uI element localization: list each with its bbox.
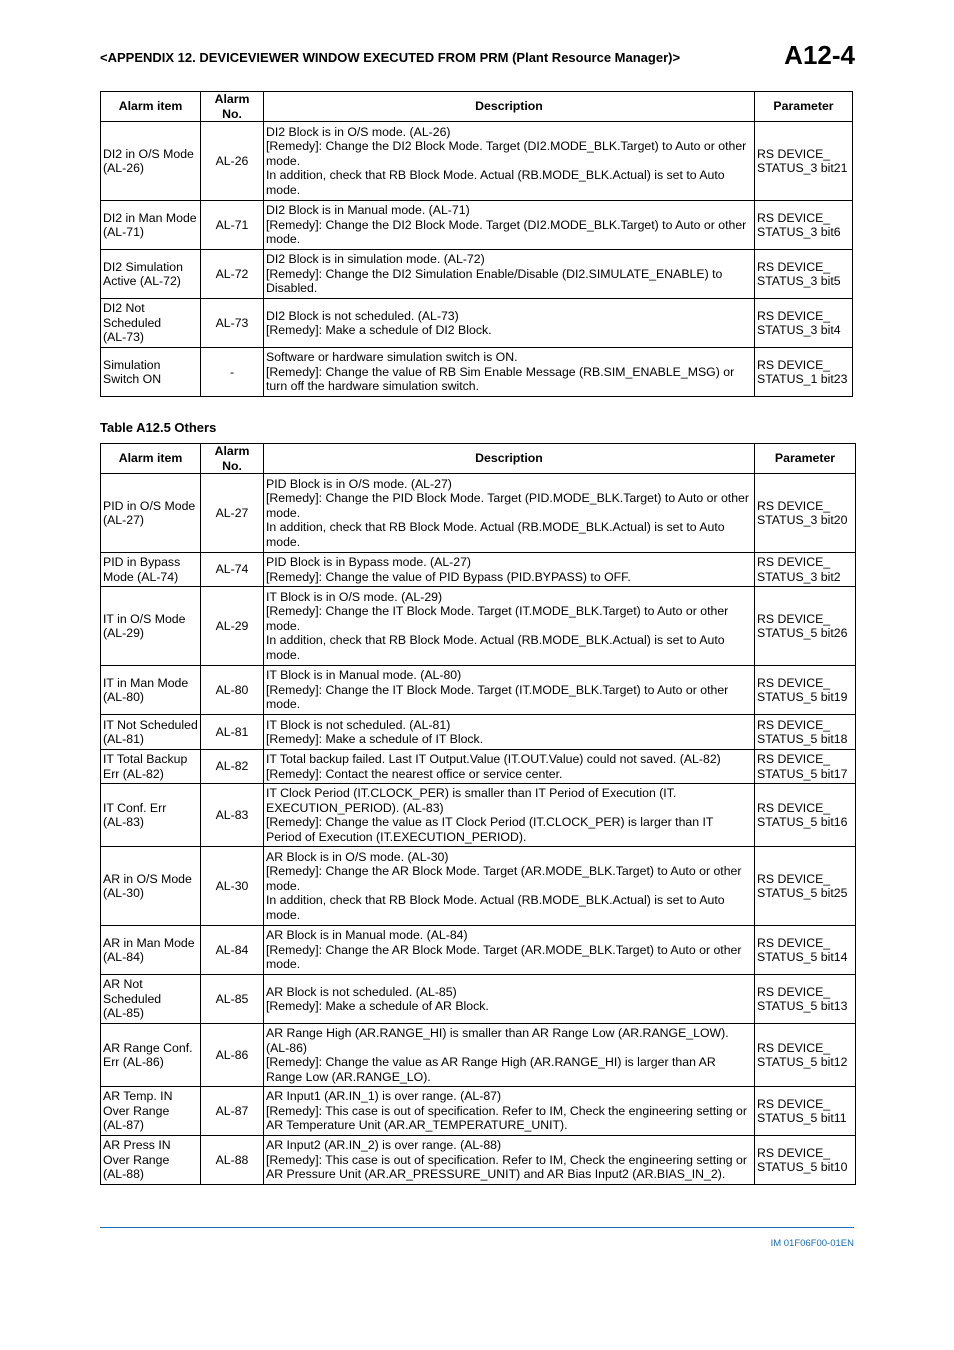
description-line: [Remedy]: Change the AR Block Mode. Target (AR.MODE_BLK.Target) to Auto or other mode.	[266, 942, 742, 972]
parameter-text: STATUS_5 bit14	[757, 950, 848, 964]
parameter-text: STATUS_3 bit5	[757, 274, 841, 288]
description-line: IT Block is in Manual mode. (AL-80)	[266, 668, 462, 683]
description-cell	[264, 1024, 755, 1087]
parameter-text: STATUS_5 bit10	[757, 1160, 848, 1174]
parameter-cell	[755, 666, 856, 715]
table-header-row	[101, 444, 856, 474]
alarm-number-cell: AL-72	[201, 250, 264, 299]
parameter-cell	[755, 250, 853, 299]
parameter-text: STATUS_3 bit2	[757, 569, 841, 584]
parameter-cell	[755, 715, 856, 750]
parameter-cell	[755, 784, 856, 847]
alarm-item-text: Scheduled	[103, 991, 162, 1006]
appendix-title: <APPENDIX 12. DEVICEVIEWER WINDOW EXECUTED FROM PRM (Plant Resource Manager)>	[100, 50, 681, 65]
table-row	[101, 1087, 856, 1136]
alarm-item-text: PID in Bypass	[103, 555, 181, 569]
alarm-item-text: (AL-84)	[103, 950, 145, 964]
description-cell	[264, 666, 755, 715]
table-row	[101, 975, 856, 1024]
description-line: [Remedy]: Change the value of RB Sim Enable Message (RB.SIM_ENABLE_MSG) or turn off the hardware simulation switch.	[266, 364, 735, 394]
description-line: [Remedy]: Contact the nearest office or service center.	[266, 766, 563, 781]
alarm-item-text: Active (AL-72)	[103, 274, 181, 288]
column-header-alarm-item: Alarm item	[101, 444, 201, 474]
parameter-text: RS DEVICE_	[757, 259, 831, 274]
alarm-item-text: Simulation	[103, 357, 161, 372]
description-line: [Remedy]: Make a schedule of AR Block.	[266, 999, 489, 1013]
alarm-number-cell: AL-82	[201, 750, 264, 784]
alarm-number-cell: AL-85	[201, 975, 264, 1024]
alarm-item-text: DI2 in Man Mode	[103, 210, 197, 225]
parameter-cell	[755, 1136, 856, 1185]
table-row	[101, 348, 853, 397]
column-header-description: Description	[264, 444, 755, 474]
alarm-item-cell	[101, 122, 201, 201]
description-line: [Remedy]: Change the AR Block Mode. Target (AR.MODE_BLK.Target) to Auto or other mode.	[266, 864, 742, 893]
alarm-item-text: AR Temp. IN	[103, 1089, 173, 1104]
alarm-item-cell	[101, 750, 201, 784]
parameter-text: STATUS_5 bit25	[757, 886, 848, 900]
table-row	[101, 666, 856, 715]
alarm-number-cell: AL-74	[201, 553, 264, 587]
parameter-cell	[755, 926, 856, 975]
parameter-text: STATUS_3 bit21	[757, 161, 848, 175]
table-row	[101, 847, 856, 926]
description-cell	[264, 750, 755, 784]
description-cell	[264, 926, 755, 975]
table-row	[101, 1136, 856, 1185]
alarm-item-text: (AL-88)	[103, 1167, 145, 1182]
parameter-text: STATUS_5 bit18	[757, 732, 848, 746]
description-cell	[264, 784, 755, 847]
description-cell	[264, 201, 755, 250]
description-line: [Remedy]: Make a schedule of DI2 Block.	[266, 323, 492, 337]
description-line: AR Block is in Manual mode. (AL-84)	[266, 928, 468, 943]
alarm-item-text: DI2 in O/S Mode	[103, 146, 194, 161]
alarm-item-cell	[101, 926, 201, 975]
alarm-item-text: IT Not Scheduled	[103, 717, 198, 732]
description-line: [Remedy]: This case is out of specification. Refer to IM, Check the engineering setting or AR Pressure Unit (AR.AR_PRESSURE_UNIT) and AR Bias Input2 (AR.BIAS_IN_2).	[266, 1152, 747, 1182]
alarm-item-text: AR in Man Mode	[103, 935, 195, 950]
alarm-item-text: AR in O/S Mode	[103, 871, 192, 886]
alarm-item-text: Over Range	[103, 1103, 170, 1118]
alarm-item-text: (AL-26)	[103, 161, 145, 175]
alarm-item-text: PID in O/S Mode	[103, 498, 196, 513]
description-line: [Remedy]: Change the IT Block Mode. Target (IT.MODE_BLK.Target) to Auto or other mode.	[266, 682, 729, 712]
alarm-number-cell: AL-71	[201, 201, 264, 250]
alarm-item-text: (AL-27)	[103, 513, 145, 527]
alarm-number-cell: AL-80	[201, 666, 264, 715]
parameter-text: RS DEVICE_	[757, 357, 831, 372]
parameter-text: RS DEVICE_	[757, 752, 831, 766]
description-cell	[264, 975, 755, 1024]
alarm-item-cell	[101, 784, 201, 847]
parameter-cell	[755, 750, 856, 784]
parameter-cell	[755, 474, 856, 553]
alarm-item-cell	[101, 348, 201, 397]
table-row	[101, 122, 853, 201]
alarm-number-cell: AL-86	[201, 1024, 264, 1087]
description-line: [Remedy]: Change the DI2 Simulation Enable/Disable (DI2.SIMULATE_ENABLE) to Disabled.	[266, 266, 723, 296]
parameter-cell	[755, 1087, 856, 1136]
alarm-item-text: DI2 Simulation	[103, 259, 183, 274]
description-line: AR Block is in O/S mode. (AL-30)	[266, 849, 449, 864]
parameter-text: RS DEVICE_	[757, 146, 831, 161]
description-line: AR Block is not scheduled. (AL-85)	[266, 984, 457, 999]
footer-rule	[100, 1227, 854, 1228]
description-line: [Remedy]: Change the value as IT Clock Period (IT.CLOCK_PER) is larger than IT Period of Execution (IT.EXECUTION_PERIOD).	[266, 815, 714, 844]
alarm-number-cell: AL-81	[201, 715, 264, 750]
alarm-item-cell	[101, 1136, 201, 1185]
parameter-text: RS DEVICE_	[757, 984, 831, 999]
table-caption: Table A12.5 Others	[100, 420, 217, 435]
alarm-item-text: (AL-30)	[103, 886, 145, 900]
description-line: [Remedy]: Change the value as AR Range High (AR.RANGE_HI) is larger than AR Range Low (AR.RANGE_LO).	[266, 1055, 716, 1084]
description-line: In addition, check that RB Block Mode. Actual (RB.MODE_BLK.Actual) is set to Auto mode.	[266, 168, 725, 197]
alarm-item-text: (AL-85)	[103, 1006, 145, 1021]
alarm-item-text: (AL-81)	[103, 732, 145, 746]
description-cell	[264, 1087, 755, 1136]
table-row	[101, 784, 856, 847]
alarm-item-text: (AL-87)	[103, 1118, 145, 1133]
parameter-text: RS DEVICE_	[757, 800, 831, 815]
parameter-text: RS DEVICE_	[757, 1096, 831, 1111]
alarm-table-di2	[100, 91, 853, 397]
alarm-item-text: Err (AL-86)	[103, 1055, 164, 1069]
alarm-item-cell	[101, 847, 201, 926]
alarm-item-cell	[101, 1024, 201, 1087]
table-row	[101, 201, 853, 250]
description-cell	[264, 250, 755, 299]
description-line: [Remedy]: Make a schedule of IT Block.	[266, 732, 484, 746]
description-line: PID Block is in Bypass mode. (AL-27)	[266, 555, 472, 569]
alarm-item-text: AR Not	[103, 977, 143, 992]
alarm-item-text: IT in Man Mode	[103, 675, 189, 690]
alarm-item-cell	[101, 666, 201, 715]
alarm-item-text: DI2 Not	[103, 301, 145, 316]
page-header	[100, 40, 855, 72]
parameter-cell	[755, 122, 853, 201]
table-row	[101, 1024, 856, 1087]
parameter-text: STATUS_3 bit20	[757, 513, 848, 527]
parameter-cell	[755, 553, 856, 587]
description-line: [Remedy]: Change the DI2 Block Mode. Target (DI2.MODE_BLK.Target) to Auto or other mode.	[266, 139, 747, 168]
parameter-cell	[755, 299, 853, 348]
alarm-item-cell	[101, 201, 201, 250]
description-line: AR Input1 (AR.IN_1) is over range. (AL-87)	[266, 1089, 502, 1104]
description-line: DI2 Block is in simulation mode. (AL-72)	[266, 252, 485, 267]
alarm-item-text: (AL-29)	[103, 626, 145, 640]
description-line: [Remedy]: Change the PID Block Mode. Target (PID.MODE_BLK.Target) to Auto or other mode.	[266, 491, 749, 520]
alarm-number-cell: AL-27	[201, 474, 264, 553]
parameter-text: STATUS_5 bit13	[757, 999, 848, 1013]
table-row	[101, 299, 853, 348]
parameter-text: STATUS_5 bit16	[757, 815, 848, 829]
parameter-text: RS DEVICE_	[757, 498, 831, 513]
alarm-number-cell: AL-88	[201, 1136, 264, 1185]
parameter-text: RS DEVICE_	[757, 308, 831, 323]
description-line: In addition, check that RB Block Mode. Actual (RB.MODE_BLK.Actual) is set to Auto mode.	[266, 520, 725, 549]
table-row	[101, 750, 856, 784]
description-line: IT Clock Period (IT.CLOCK_PER) is smaller than IT Period of Execution (IT. EXECUTION_PERIOD). (AL-83)	[266, 786, 677, 815]
parameter-text: STATUS_5 bit26	[757, 626, 848, 640]
parameter-text: RS DEVICE_	[757, 1145, 831, 1160]
parameter-cell	[755, 348, 853, 397]
alarm-item-cell	[101, 1087, 201, 1136]
parameter-text: RS DEVICE_	[757, 871, 831, 886]
alarm-table-others	[100, 443, 856, 1185]
parameter-text: RS DEVICE_	[757, 1040, 831, 1055]
description-line: AR Input2 (AR.IN_2) is over range. (AL-88)	[266, 1138, 502, 1153]
column-header-alarm-no: Alarm No.	[201, 444, 264, 474]
alarm-item-text: (AL-73)	[103, 330, 145, 345]
parameter-cell	[755, 201, 853, 250]
description-line: Software or hardware simulation switch is ON.	[266, 350, 518, 365]
alarm-number-cell: AL-29	[201, 587, 264, 666]
alarm-item-cell	[101, 715, 201, 750]
description-line: [Remedy]: This case is out of specification. Refer to IM, Check the engineering setting or AR Temperature Unit (AR.AR_TEMPERATURE_UNIT).	[266, 1103, 747, 1133]
alarm-number-cell: AL-87	[201, 1087, 264, 1136]
parameter-text: STATUS_5 bit11	[757, 1111, 847, 1125]
parameter-text: STATUS_3 bit4	[757, 323, 841, 337]
parameter-cell	[755, 1024, 856, 1087]
description-line: PID Block is in O/S mode. (AL-27)	[266, 476, 452, 491]
alarm-item-text: Mode (AL-74)	[103, 569, 179, 584]
document-code: IM 01F06F00-01EN	[770, 1238, 854, 1249]
column-header-parameter: Parameter	[755, 444, 856, 474]
parameter-text: RS DEVICE_	[757, 935, 831, 950]
parameter-text: STATUS_3 bit6	[757, 225, 841, 239]
parameter-cell	[755, 587, 856, 666]
description-line: IT Block is in O/S mode. (AL-29)	[266, 589, 443, 604]
alarm-item-cell	[101, 250, 201, 299]
table-row	[101, 250, 853, 299]
parameter-text: RS DEVICE_	[757, 611, 831, 626]
description-cell	[264, 348, 755, 397]
alarm-item-cell	[101, 975, 201, 1024]
description-line: DI2 Block is in Manual mode. (AL-71)	[266, 203, 470, 218]
alarm-number-cell: AL-26	[201, 122, 264, 201]
description-line: [Remedy]: Change the IT Block Mode. Target (IT.MODE_BLK.Target) to Auto or other mode.	[266, 604, 729, 633]
alarm-item-cell	[101, 587, 201, 666]
parameter-cell	[755, 847, 856, 926]
alarm-item-cell	[101, 553, 201, 587]
parameter-text: RS DEVICE_	[757, 555, 831, 569]
parameter-text: STATUS_5 bit19	[757, 690, 848, 704]
column-header-parameter: Parameter	[755, 92, 853, 122]
description-line: [Remedy]: Change the value of PID Bypass (PID.BYPASS) to OFF.	[266, 569, 631, 584]
table-header-row	[101, 92, 853, 122]
table-row	[101, 715, 856, 750]
alarm-item-text: (AL-83)	[103, 815, 145, 829]
parameter-cell	[755, 975, 856, 1024]
parameter-text: STATUS_5 bit12	[757, 1055, 848, 1069]
description-line: In addition, check that RB Block Mode. Actual (RB.MODE_BLK.Actual) is set to Auto mode.	[266, 893, 725, 922]
alarm-item-text: IT Total Backup	[103, 752, 188, 766]
description-cell	[264, 299, 755, 348]
alarm-number-cell: AL-30	[201, 847, 264, 926]
table-row	[101, 474, 856, 553]
alarm-item-text: (AL-71)	[103, 225, 145, 239]
table-row	[101, 926, 856, 975]
description-cell	[264, 122, 755, 201]
description-cell	[264, 587, 755, 666]
alarm-item-text: AR Press IN	[103, 1138, 171, 1153]
description-cell	[264, 1136, 755, 1185]
table-row	[101, 553, 856, 587]
column-header-alarm-item: Alarm item	[101, 92, 201, 122]
alarm-item-text: Err (AL-82)	[103, 766, 164, 781]
alarm-item-text: (AL-80)	[103, 690, 145, 704]
alarm-item-cell	[101, 299, 201, 348]
alarm-item-text: Over Range	[103, 1152, 170, 1167]
alarm-item-text: Switch ON	[103, 372, 162, 386]
parameter-text: RS DEVICE_	[757, 210, 831, 225]
alarm-number-cell: AL-84	[201, 926, 264, 975]
description-line: [Remedy]: Change the DI2 Block Mode. Target (DI2.MODE_BLK.Target) to Auto or other mode.	[266, 217, 747, 247]
alarm-number-cell: AL-73	[201, 299, 264, 348]
alarm-number-cell: -	[201, 348, 264, 397]
alarm-number-cell: AL-83	[201, 784, 264, 847]
description-line: DI2 Block is not scheduled. (AL-73)	[266, 308, 459, 323]
description-cell	[264, 474, 755, 553]
alarm-item-text: Scheduled	[103, 315, 162, 330]
description-line: IT Total backup failed. Last IT Output.Value (IT.OUT.Value) could not saved. (AL-82)	[266, 752, 721, 766]
parameter-text: STATUS_5 bit17	[757, 766, 848, 781]
parameter-text: STATUS_1 bit23	[757, 372, 848, 386]
alarm-item-cell	[101, 474, 201, 553]
description-cell	[264, 847, 755, 926]
description-line: DI2 Block is in O/S mode. (AL-26)	[266, 124, 451, 139]
column-header-description: Description	[264, 92, 755, 122]
column-header-alarm-no: Alarm No.	[201, 92, 264, 122]
parameter-text: RS DEVICE_	[757, 675, 831, 690]
description-cell	[264, 715, 755, 750]
alarm-item-text: AR Range Conf.	[103, 1040, 193, 1055]
alarm-item-text: IT Conf. Err	[103, 800, 167, 815]
alarm-item-text: IT in O/S Mode	[103, 611, 186, 626]
description-line: IT Block is not scheduled. (AL-81)	[266, 717, 451, 732]
description-line: In addition, check that RB Block Mode. Actual (RB.MODE_BLK.Actual) is set to Auto mode.	[266, 633, 725, 662]
page-number: A12-4	[784, 40, 855, 70]
description-line: AR Range High (AR.RANGE_HI) is smaller than AR Range Low (AR.RANGE_LOW). (AL-86)	[266, 1026, 729, 1055]
parameter-text: RS DEVICE_	[757, 717, 831, 732]
table-row	[101, 587, 856, 666]
description-cell	[264, 553, 755, 587]
